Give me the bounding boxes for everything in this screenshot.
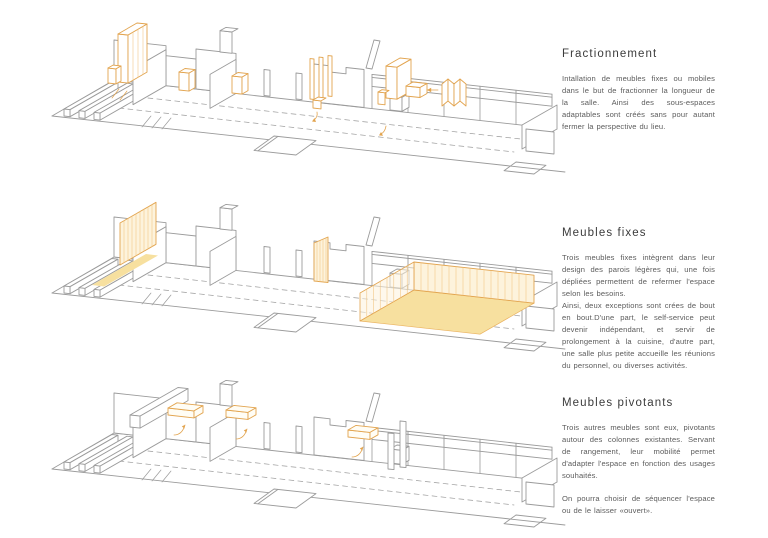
section-title-meubles-fixes: Meubles fixes [562,227,647,239]
paragraph: Trois autres meubles sont eux, pivotants autour des colonnes existantes. Servant de rangement, leur mobilité permet d'adapter l'espace en fonction des usages souhaités. [562,423,715,480]
section-title-meubles-pivotants: Meubles pivotants [562,397,674,409]
paragraph: Ainsi, deux exceptions sont crées de bout en bout.D'une part, le self-service peut devenir indépendant, et servir de prolongement à la cuisine, d'autre part, une salle plus petite accueille les réunions du personnel, ou diverses activités. [562,300,715,370]
section-fractionnement [562,48,715,133]
section-title-fractionnement: Fractionnement [562,48,658,60]
section-meubles-fixes [562,227,715,372]
axonometric-diagram-meubles-pivotants [34,357,568,533]
section-meubles-pivotants [562,397,715,517]
axonometric-diagram-meubles-fixes [34,181,568,357]
paragraph: Intallation de meubles fixes ou mobiles dans le but de fractionner la longueur de la salle. Ainsi des sous-espaces adaptables sont créés sans pour autant fermer la perspective du lieu. [562,74,715,131]
section-body-meubles-pivotants [562,422,715,517]
building-shell [52,380,565,527]
section-body-fractionnement [562,73,715,133]
paragraph: Trois meubles fixes intègrent dans leur design des parois légères qui, une fois dépliées permettent de refermer l'espace selon les besoins. [562,253,715,298]
paragraph: On pourra choisir de séquencer l'espace ou de le laisser «ouvert». [562,493,715,515]
axonometric-diagram-fractionnement [34,4,568,180]
section-body-meubles-fixes [562,252,715,372]
